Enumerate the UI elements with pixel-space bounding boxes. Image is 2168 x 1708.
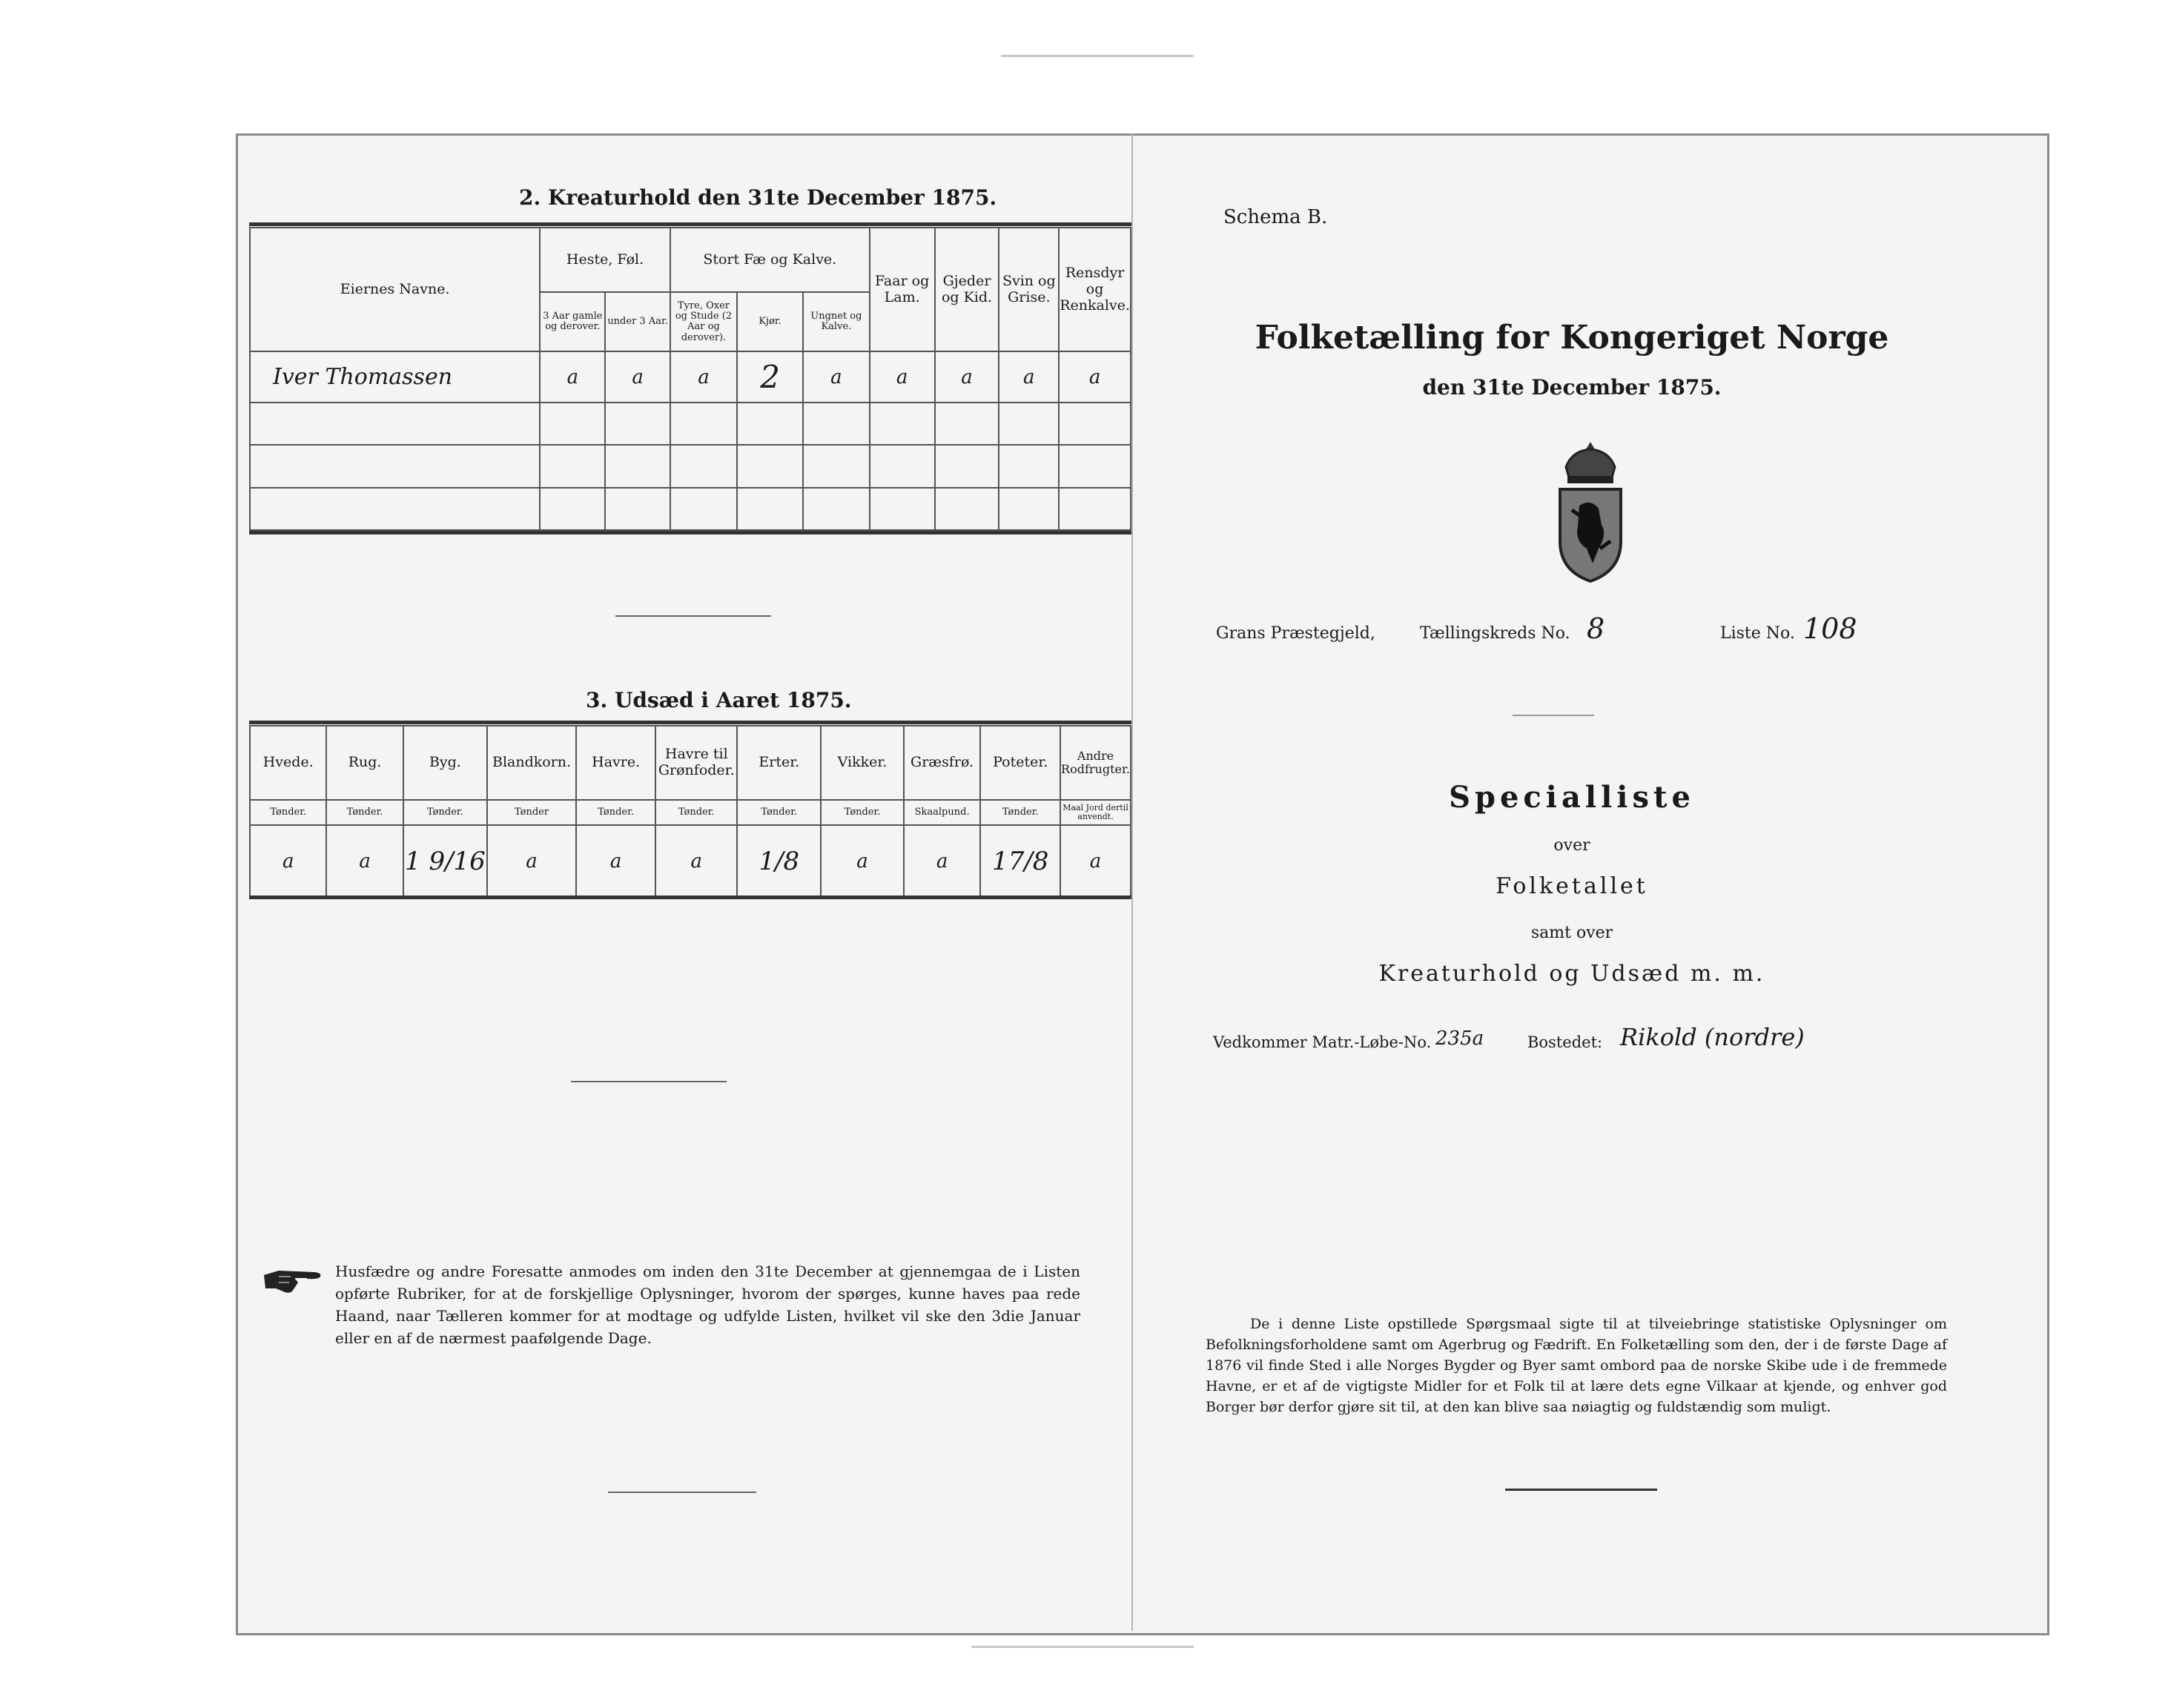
livestock-table: [249, 227, 1131, 531]
horses-header: Heste, Føl.: [540, 228, 670, 292]
livestock-cell: a: [540, 351, 605, 403]
unit-label: Maal Jord dertil anvendt.: [1060, 800, 1131, 825]
owner-name: Iver Thomassen: [250, 351, 540, 403]
calves-header: Ungnet og Kalve.: [803, 292, 870, 351]
vetch-header: Vikker.: [821, 726, 903, 800]
bulls-header: Tyre, Oxer og Stude (2 Aar og derover).: [670, 292, 737, 351]
horses-adult-header: 3 Aar gamle og derover.: [540, 292, 605, 351]
bosted-value: Rikold (nordre): [1620, 1023, 1805, 1051]
unit-label: Tønder.: [326, 800, 403, 825]
sowing-cell: a: [904, 825, 981, 898]
barley-header: Byg.: [403, 726, 487, 800]
sowing-table: [249, 725, 1131, 898]
bosted-label: Bostedet:: [1527, 1033, 1603, 1051]
pointing-hand-icon: [262, 1266, 325, 1297]
oats-header: Havre.: [576, 726, 655, 800]
table-row: [250, 488, 1131, 530]
intro-paragraph: De i denne Liste opstillede Spørgsmaal sigte til at tilveiebringe statistiske Oplysninger om Befolkningsforholdene samt om Agerbrug og Fædrift. En Folketælling som den, der i de første Dage af 1876 vil finde Sted i alle Norges Bygder og Byer samt ombord paa de norske Skibe ude i de fremmede Havne, er et af de vigtigste Midler for et Folk til at lære dets egne Vilkaar at kjende, og enhver god Borger bør derfor gjøre sit til, at den kan blive saa nøiagtig og fuldstændig som muligt.: [1206, 1316, 1947, 1415]
table3-top-rule: [249, 721, 1131, 724]
table-row: [250, 825, 1131, 898]
sowing-cell: 1 9/16: [403, 825, 487, 898]
goats-header: Gjeder og Kid.: [935, 228, 999, 351]
list-value: 108: [1803, 612, 1857, 645]
notice-text: Husfædre og andre Foresatte anmodes om inden den 31te December at gjennemgaa de i Listen opførte Rubriker, for at de forskjellige Oplysninger, hvorom der spørges, kunne haves paa rede Haand, naar Tælleren kommer for at modtage og udfylde Listen, hvilket vil ske den 3die Januar eller en af de nærmest paafølgende Dage.: [335, 1262, 1080, 1347]
table2-bottom-rule: [249, 531, 1131, 534]
reindeer-header: Rensdyr og Renkalve.: [1059, 228, 1131, 351]
matr-value: 235a: [1435, 1027, 1484, 1050]
over-label: over: [1553, 836, 1590, 855]
livestock-cell: a: [999, 351, 1059, 403]
livestock-cell: a: [803, 351, 870, 403]
livestock-cell: a: [1059, 351, 1131, 403]
list-label: Liste No.: [1720, 624, 1795, 643]
document-subtitle: den 31te December 1875.: [1422, 375, 1722, 400]
sowing-cell: 17/8: [980, 825, 1060, 898]
table3-bottom-rule: [249, 896, 1131, 899]
samt-over-label: samt over: [1530, 924, 1613, 942]
sowing-cell: a: [250, 825, 326, 898]
table-row: [250, 403, 1131, 445]
scan-mark-bottom: [971, 1646, 1194, 1648]
livestock-cell: a: [670, 351, 737, 403]
table-row: [250, 351, 1131, 403]
district-value: 8: [1587, 612, 1605, 645]
section3-title: 3. Udsæd i Aaret 1875.: [586, 688, 852, 712]
folketallet-label: Folketallet: [1496, 873, 1648, 899]
sowing-cell: a: [821, 825, 903, 898]
sowing-cell: a: [487, 825, 576, 898]
root-crops-header: Andre Rodfrugter.: [1060, 726, 1131, 800]
cows-header: Kjør.: [737, 292, 803, 351]
livestock-cell: a: [605, 351, 670, 403]
green-oats-header: Havre til Grønfoder.: [655, 726, 737, 800]
page-fold: [1131, 133, 1133, 1631]
cattle-header: Stort Fæ og Kalve.: [670, 228, 870, 292]
unit-label: Skaalpund.: [904, 800, 981, 825]
separator-rule: [1513, 715, 1594, 716]
unit-label: Tønder.: [403, 800, 487, 825]
special-title: Specialliste: [1449, 780, 1695, 815]
kreaturhold-label: Kreaturhold og Udsæd m. m.: [1378, 961, 1765, 987]
sowing-cell: a: [655, 825, 737, 898]
sheep-header: Faar og Lam.: [870, 228, 935, 351]
wheat-header: Hvede.: [250, 726, 326, 800]
separator-rule: [571, 1081, 727, 1082]
livestock-cell: a: [870, 351, 935, 403]
horses-young-header: under 3 Aar.: [605, 292, 670, 351]
separator-rule: [608, 1492, 756, 1493]
scan-mark-top: [1001, 55, 1194, 57]
parish-label: Grans Præstegjeld,: [1216, 624, 1375, 643]
mixed-grain-header: Blandkorn.: [487, 726, 576, 800]
norway-lion-shield-icon: [1550, 437, 1631, 586]
matr-label: Vedkommer Matr.-Løbe-No.: [1213, 1033, 1432, 1051]
sowing-cell: a: [576, 825, 655, 898]
livestock-cell: 2: [737, 351, 803, 403]
unit-label: Tønder.: [980, 800, 1060, 825]
sowing-cell: a: [1060, 825, 1131, 898]
grass-seed-header: Græsfrø.: [904, 726, 981, 800]
separator-rule: [1505, 1489, 1657, 1491]
owner-header: Eiernes Navne.: [250, 228, 540, 351]
unit-label: Tønder.: [737, 800, 821, 825]
livestock-cell: a: [935, 351, 999, 403]
peas-header: Erter.: [737, 726, 821, 800]
pigs-header: Svin og Grise.: [999, 228, 1059, 351]
potatoes-header: Poteter.: [980, 726, 1060, 800]
table2-top-rule: [249, 222, 1131, 226]
document-title: Folketælling for Kongeriget Norge: [1255, 319, 1889, 357]
sowing-cell: 1/8: [737, 825, 821, 898]
unit-label: Tønder.: [576, 800, 655, 825]
table-row: [250, 445, 1131, 487]
unit-label: Tønder: [487, 800, 576, 825]
separator-rule: [615, 615, 771, 617]
district-label: Tællingskreds No.: [1420, 624, 1570, 643]
rye-header: Rug.: [326, 726, 403, 800]
schema-label: Schema B.: [1223, 206, 1328, 228]
section2-title: 2. Kreaturhold den 31te December 1875.: [519, 185, 997, 210]
sowing-cell: a: [326, 825, 403, 898]
unit-label: Tønder.: [655, 800, 737, 825]
unit-label: Tønder.: [821, 800, 903, 825]
unit-label: Tønder.: [250, 800, 326, 825]
